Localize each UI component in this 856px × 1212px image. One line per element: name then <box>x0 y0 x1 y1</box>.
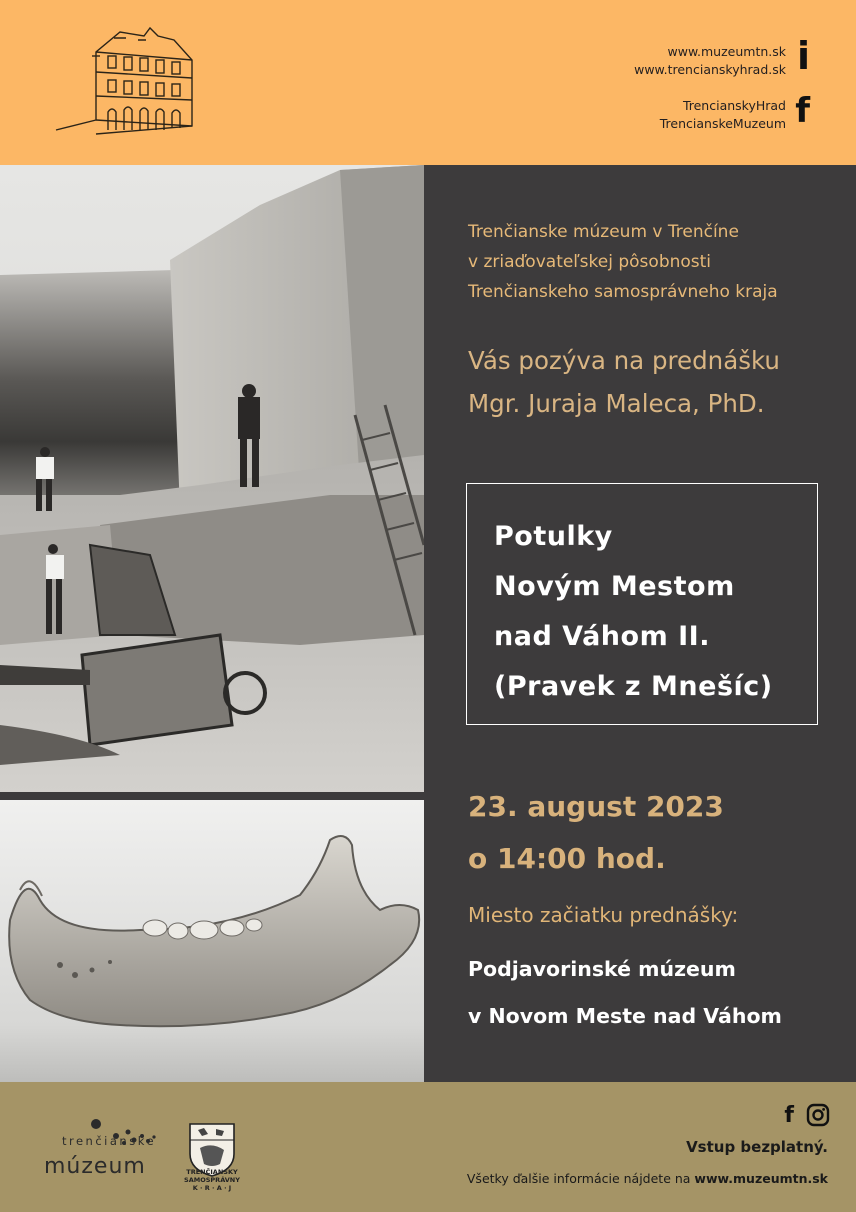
lecture-title-line-3: nad Váhom II. <box>494 621 710 652</box>
place-line-2: v Novom Meste nad Váhom <box>468 1004 782 1028</box>
region-logo-line-3: K · R · A · J <box>192 1184 232 1192</box>
museum-logo-top: trenčianske <box>62 1134 157 1148</box>
place-label: Miesto začiatku prednášky: <box>468 903 739 927</box>
lecture-title-line-2: Novým Mestom <box>494 571 735 602</box>
lecture-title-box <box>466 483 818 725</box>
event-datetime <box>468 781 724 885</box>
website-link-hrad[interactable]: www.trencianskyhrad.sk <box>634 62 786 77</box>
info-icon: i <box>796 34 810 78</box>
invitation-line: Vás pozýva na prednášku <box>468 346 780 375</box>
website-link-muzeum[interactable]: www.muzeumtn.sk <box>667 44 786 59</box>
region-logo-line-2: SAMOSPRÁVNY <box>184 1176 240 1184</box>
more-info-prefix: Všetky ďalšie informácie nájdete na <box>466 1171 695 1186</box>
website-links <box>634 43 786 79</box>
organizer-line-1: Trenčianske múzeum v Trenčíne <box>468 222 739 242</box>
lecturer-name: Mgr. Juraja Maleca, PhD. <box>468 389 765 418</box>
event-time: o 14:00 hod. <box>468 842 666 875</box>
instagram-icon[interactable] <box>806 1103 830 1127</box>
place-line-1: Podjavorinské múzeum <box>468 957 736 981</box>
facebook-icon[interactable]: f <box>784 1102 794 1128</box>
invitation-text <box>468 339 780 425</box>
social-handles <box>660 97 786 133</box>
excavation-photo <box>0 165 424 792</box>
museum-logo-main: múzeum <box>44 1154 146 1179</box>
footer-social-icons <box>784 1100 830 1130</box>
event-date: 23. august 2023 <box>468 790 724 823</box>
jawbone-photo <box>0 800 424 1082</box>
lecture-title-line-4: (Pravek z Mnešíc) <box>494 671 773 702</box>
more-info-text <box>467 1171 828 1186</box>
social-handle-muzeum[interactable]: TrencianskeMuzeum <box>659 116 786 131</box>
admission-text: Vstup bezplatný. <box>686 1138 828 1156</box>
info-panel <box>424 165 856 1082</box>
event-place <box>468 946 782 1040</box>
header-band <box>0 0 856 165</box>
lecture-title-line-1: Potulky <box>494 521 613 552</box>
facebook-icon: f <box>795 91 810 131</box>
museum-building-icon <box>52 22 197 140</box>
organizer-text <box>468 217 778 307</box>
footer-band <box>0 1082 856 1212</box>
lecture-title <box>494 512 773 712</box>
organizer-line-2: v zriaďovateľskej pôsobnosti <box>468 252 712 272</box>
region-logo-text <box>182 1168 242 1192</box>
region-logo-line-1: TRENČIANSKY <box>186 1168 238 1176</box>
social-handle-hrad[interactable]: TrencianskyHrad <box>682 98 786 113</box>
more-info-url[interactable]: www.muzeumtn.sk <box>694 1171 828 1186</box>
organizer-line-3: Trenčianskeho samosprávneho kraja <box>468 282 778 302</box>
